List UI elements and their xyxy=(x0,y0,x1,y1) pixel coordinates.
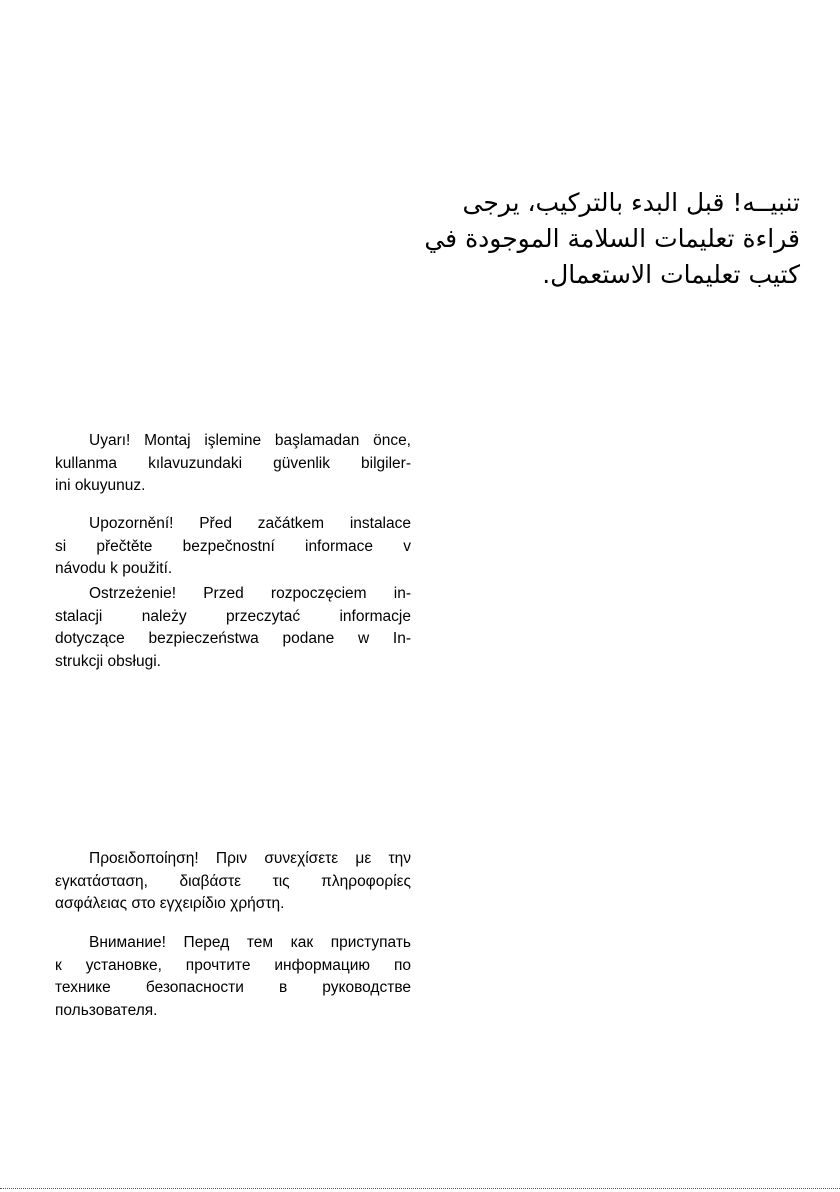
russian-safety-notice xyxy=(55,932,411,1022)
turkish-notice-line: ini okuyunuz. xyxy=(55,477,146,494)
czech-notice-line: návodu k použití. xyxy=(55,560,173,577)
czech-notice-line: Upozornění! Před začátkem instalace xyxy=(89,515,411,532)
turkish-notice-line: kullanma kılavuzundaki güvenlik bilgiler- xyxy=(55,454,411,472)
greek-notice-line: εγκατάσταση, διαβάστε τις πληροφορίες xyxy=(55,872,411,890)
arabic-notice-line: كتيب تعليمات الاستعمال. xyxy=(542,260,800,289)
russian-notice-line: пользователя. xyxy=(55,1001,158,1019)
czech-safety-notice xyxy=(55,513,411,581)
polish-notice-line: stalacji należy przeczytać informacje xyxy=(55,607,411,625)
turkish-notice-line: Uyarı! Montaj işlemine başlamadan önce, xyxy=(89,432,411,449)
arabic-safety-notice xyxy=(424,185,800,293)
greek-notice-line: Προειδοποίηση! Πριν συνεχίσετε με την xyxy=(89,850,411,867)
arabic-notice-line: قراءة تعليمات السلامة الموجودة في xyxy=(424,224,800,253)
polish-notice-line: dotyczące bezpieczeństwa podane w In- xyxy=(55,630,411,647)
russian-notice-line: технике безопасности в руководстве xyxy=(55,979,411,996)
arabic-notice-line: تنبيــه! قبل البدء بالتركيب، يرجى xyxy=(462,188,800,217)
russian-notice-line: к установке, прочтите информацию по xyxy=(55,956,411,974)
turkish-safety-notice xyxy=(55,430,411,498)
russian-notice-line: Внимание! Перед тем как приступать xyxy=(89,934,411,951)
polish-notice-line: strukcji obsługi. xyxy=(55,652,161,670)
polish-notice-line: Ostrzeżenie! Przed rozpoczęciem in- xyxy=(89,585,411,602)
bottom-dotted-rule xyxy=(0,1188,840,1189)
greek-notice-line: ασφάλειας στο εγχειρίδιο χρήστη. xyxy=(55,895,285,912)
polish-safety-notice xyxy=(55,583,411,673)
czech-notice-line: si přečtěte bezpečnostní informace v xyxy=(55,537,411,555)
greek-safety-notice xyxy=(55,848,411,916)
